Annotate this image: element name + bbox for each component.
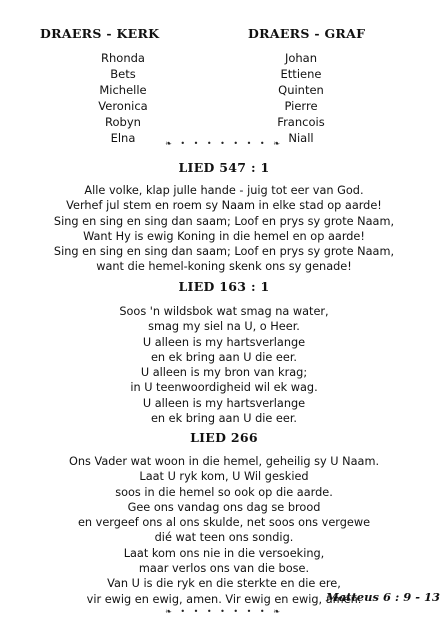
bearer-name: Michelle	[99, 83, 147, 97]
ornament-divider: ❧ • • • • • • • ❧	[165, 139, 283, 148]
verse-line: en vergeef ons al ons skulde, net soos ons vergewe	[77, 516, 371, 530]
verse-line: Verhef jul stem en roem sy Naam in elke stad op aarde!	[66, 199, 382, 213]
verse-line: en ek bring aan U die eer.	[150, 412, 298, 426]
hymn-verse	[0, 183, 448, 275]
verse-line: vir ewig en ewig, amen. Vir ewig en ewig, amen.	[86, 592, 362, 606]
verse-line: Soos 'n wildsbok wat smag na water,	[119, 305, 329, 318]
verse-line: dié wat teen ons sondig.	[154, 531, 294, 545]
verse-line: Sing en sing en sing dan saam; Loof en prys sy grote Naam,	[53, 214, 395, 228]
verse-line: soos in die hemel so ook op die aarde.	[115, 485, 333, 499]
hymn-verse	[0, 304, 448, 426]
bearer-name: Francois	[277, 115, 325, 129]
verse-line: Ons Vader wat woon in die hemel, geheilig sy U Naam.	[68, 455, 380, 468]
verse-line: in U teenwoordigheid wil ek wag.	[130, 381, 318, 395]
verse-line: maar verlos ons van die bose.	[138, 562, 310, 576]
verse-line: Alle volke, klap julle hande - juig tot eer van God.	[84, 184, 364, 197]
verse-line: U alleen is my hartsverlange	[142, 335, 306, 349]
scripture-reference: Matteus 6 : 9 - 13	[325, 590, 440, 604]
verse-line: Want Hy is ewig Koning in die hemel en op aarde!	[83, 229, 365, 243]
hymn-title: LIED 163 : 1	[178, 279, 270, 294]
church-bearers-heading: DRAERS - KERK	[40, 26, 160, 41]
bearer-name: Johan	[284, 51, 318, 65]
verse-line: U alleen is my hartsverlange	[142, 396, 306, 410]
verse-line: en ek bring aan U die eer.	[150, 350, 298, 364]
verse-line: want die hemel-koning skenk ons sy genade!	[96, 260, 352, 274]
ornament-divider: ❧ • • • • • • • ❧	[165, 607, 283, 616]
verse-line: Laat U ryk kom, U Wil geskied	[139, 470, 309, 484]
bearer-name: Niall	[288, 131, 314, 145]
verse-line: U alleen is my bron van krag;	[140, 366, 308, 380]
verse-line: Gee ons vandag ons dag se brood	[127, 500, 321, 514]
bearer-name: Pierre	[284, 99, 318, 113]
grave-bearers-list	[226, 50, 376, 146]
verse-line: Van U is die ryk en die sterkte en die ere,	[107, 577, 341, 591]
verse-line: smag my siel na U, o Heer.	[148, 320, 300, 334]
bearer-name: Ettiene	[280, 67, 322, 81]
hymn-title: LIED 266	[190, 430, 258, 445]
hymn-title: LIED 547 : 1	[178, 160, 270, 175]
church-bearers-list	[48, 50, 198, 146]
hymn-verse	[0, 454, 448, 607]
bearer-name: Veronica	[98, 99, 148, 113]
verse-line: Laat kom ons nie in die versoeking,	[123, 546, 325, 560]
bearer-name: Robyn	[105, 115, 141, 129]
bearer-name: Quinten	[278, 83, 324, 97]
bearer-name: Rhonda	[101, 51, 145, 65]
bearer-name: Elna	[110, 131, 136, 145]
bearer-name: Bets	[110, 67, 136, 81]
grave-bearers-heading: DRAERS - GRAF	[248, 26, 366, 41]
verse-line: Sing en sing en sing dan saam; Loof en prys sy grote Naam,	[53, 245, 395, 259]
